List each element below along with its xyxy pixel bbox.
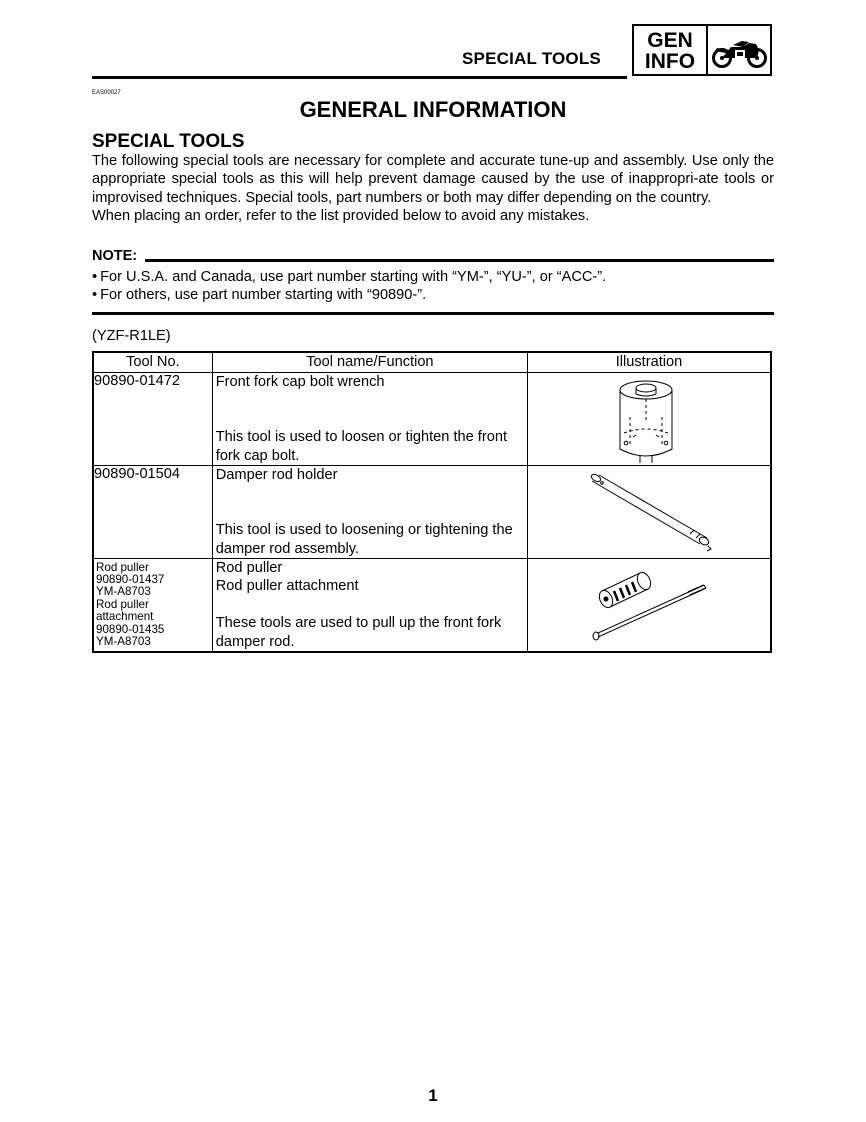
rod-puller-illustration <box>528 559 770 651</box>
doc-code: EAS00027 <box>92 90 121 96</box>
header-illustration: Illustration <box>527 352 771 373</box>
tool-number-line: Rod puller <box>96 597 149 611</box>
illustration-cell <box>527 466 771 559</box>
illustration-cell <box>527 559 771 653</box>
intro-text <box>92 152 774 226</box>
tool-number-list <box>93 559 212 653</box>
tool-name <box>216 559 359 596</box>
model-label: (YZF-R1LE) <box>92 328 171 344</box>
tool-number-line: YM-A8703 <box>96 635 151 649</box>
tool-name-line-2: Rod puller attachment <box>215 578 359 595</box>
tool-number: 90890-01472 <box>93 373 212 466</box>
motorcycle-icon <box>709 30 771 72</box>
tool-function: These tools are used to pull up the front fork damper rod. <box>215 615 502 650</box>
note-item: • For others, use part number starting with “90890-”. <box>92 286 606 304</box>
tool-number-line: 90890-01437 <box>96 572 165 586</box>
page-title: GENERAL INFORMATION <box>299 97 567 122</box>
special-tools-table <box>92 351 772 653</box>
table-row <box>93 466 771 559</box>
illustration-cell <box>527 373 771 466</box>
note-label: NOTE: <box>92 248 138 264</box>
header-tool-name: Tool name/Function <box>212 352 527 373</box>
tool-name: Front fork cap bolt wrench <box>215 374 385 390</box>
note-list <box>92 268 606 305</box>
page-number: 1 <box>428 1086 438 1105</box>
tool-number: 90890-01504 <box>93 466 212 559</box>
tool-name-cell <box>212 559 527 653</box>
tool-name-cell <box>212 466 527 559</box>
intro-paragraph-1: The following special tools are necessary for complete and accurate tune-up and assembly. Use only the appropriate special tools as this will help prevent damage caused by the use of inappropri-ate tools or improvised techniques. Special tools, part numbers or both may differ depending on the country. <box>92 153 774 206</box>
note-rule <box>145 259 774 262</box>
badge-line-2: INFO <box>644 50 696 73</box>
header-rule <box>92 76 627 79</box>
damper-rod-holder-illustration <box>528 466 770 558</box>
tool-number-line: Rod puller <box>96 560 149 574</box>
badge-label <box>634 26 708 74</box>
tool-name-line-1: Rod puller <box>215 560 283 576</box>
tool-number-line: YM-A8703 <box>96 585 151 599</box>
tool-number-line: attachment <box>96 610 154 624</box>
intro-paragraph-2: When placing an order, refer to the list provided below to avoid any mistakes. <box>92 208 590 225</box>
table-header-row <box>93 352 771 373</box>
tool-name: Damper rod holder <box>215 467 338 483</box>
note-item: • For U.S.A. and Canada, use part number starting with “YM-”, “YU-”, or “ACC-”. <box>92 268 606 286</box>
tool-number-line: 90890-01435 <box>96 622 165 636</box>
section-heading: SPECIAL TOOLS <box>92 131 245 152</box>
tool-function: This tool is used to loosen or tighten the front fork cap bolt. <box>215 429 507 464</box>
gen-info-badge <box>632 24 772 76</box>
header-section-title: SPECIAL TOOLS <box>462 49 601 68</box>
cap-bolt-wrench-illustration <box>528 373 770 465</box>
tool-name-cell <box>212 373 527 466</box>
tool-function: This tool is used to loosening or tightening the damper rod assembly. <box>215 522 513 557</box>
table-row <box>93 373 771 466</box>
badge-line-1: GEN <box>647 29 693 52</box>
note-end-rule <box>92 312 774 315</box>
header-tool-no: Tool No. <box>93 352 212 373</box>
table-row <box>93 559 771 653</box>
